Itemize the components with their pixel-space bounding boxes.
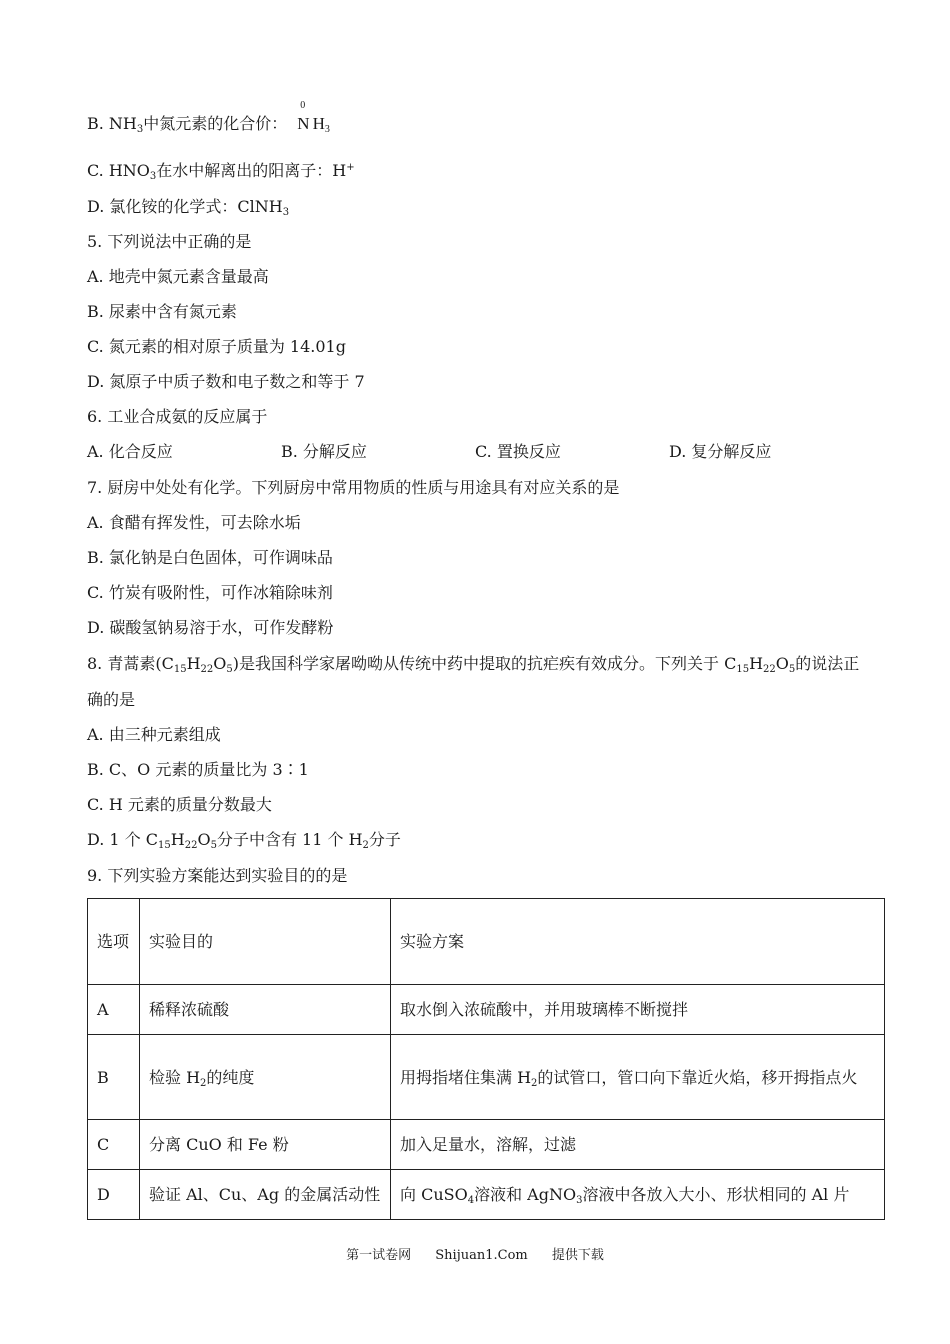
- text: C. HNO: [87, 161, 150, 180]
- subscript: 2: [200, 1077, 207, 1089]
- q6-option-a: A. 化合反应: [87, 442, 173, 461]
- text: 的说法正: [795, 654, 860, 673]
- table-row: [88, 1170, 885, 1220]
- text: 分子中含有 11 个 H: [216, 830, 363, 849]
- row-a-plan: 取水倒入浓硫酸中，并用玻璃棒不断搅拌: [391, 985, 885, 1035]
- subscript: 4: [467, 1195, 475, 1206]
- subscript: 15: [158, 840, 171, 851]
- option-c-hno3: [87, 161, 355, 181]
- q5-option-c: C. 氮元素的相对原子质量为 14.01g: [87, 337, 346, 356]
- row-b-option: B: [88, 1035, 140, 1120]
- subscript: 3: [282, 207, 290, 218]
- row-b-goal: [140, 1035, 391, 1120]
- q7-option-a: A. 食醋有挥发性，可去除水垢: [87, 513, 301, 532]
- subscript: 3: [324, 124, 330, 135]
- question-5: 5. 下列说法中正确的是: [87, 232, 252, 251]
- text: 溶液和 AgNO: [474, 1185, 577, 1204]
- q5-option-d: D. 氮原子中质子数和电子数之和等于 7: [87, 372, 365, 391]
- text: D. 1 个 C: [87, 830, 159, 849]
- subscript: 2: [362, 840, 369, 851]
- subscript: 3: [149, 171, 157, 182]
- table-row: [88, 1035, 885, 1120]
- row-b-plan: [391, 1035, 885, 1120]
- q7-option-d: D. 碳酸氢钠易溶于水，可作发酵粉: [87, 618, 334, 637]
- element-symbol: O: [213, 654, 227, 673]
- subscript: 2: [531, 1077, 538, 1089]
- header-plan: 实验方案: [391, 899, 885, 985]
- valence-mark: 0: [300, 100, 306, 111]
- text: 检验 H: [149, 1067, 201, 1087]
- q8-option-d: [87, 830, 401, 850]
- text: D. 氯化铵的化学式：ClNH: [87, 197, 283, 216]
- footer-domain: Shijuan1.Com: [435, 1248, 528, 1263]
- q7-option-c: C. 竹炭有吸附性，可作冰箱除味剂: [87, 583, 333, 602]
- text: 的纯度: [206, 1067, 255, 1087]
- subscript: 22: [200, 664, 214, 675]
- q8-option-a: A. 由三种元素组成: [87, 725, 221, 744]
- q8-option-c: C. H 元素的质量分数最大: [87, 795, 272, 814]
- element-symbol: N: [297, 114, 310, 133]
- question-7: 7. 厨房中处处有化学。下列厨房中常用物质的性质与用途具有对应关系的是: [87, 478, 620, 497]
- subscript: 22: [184, 840, 198, 851]
- element-symbol: O: [775, 654, 789, 673]
- row-c-goal: 分离 CuO 和 Fe 粉: [140, 1120, 391, 1170]
- question-6: 6. 工业合成氨的反应属于: [87, 407, 268, 426]
- text: 的试管口，管口向下靠近火焰，移开拇指点火: [537, 1067, 858, 1087]
- row-a-goal: 稀释浓硫酸: [140, 985, 391, 1035]
- option-d-clnh3: [87, 197, 289, 217]
- row-c-option: C: [88, 1120, 140, 1170]
- text: 溶液中各放入大小、形状相同的 Al 片: [582, 1185, 850, 1204]
- q5-option-b: B. 尿素中含有氮元素: [87, 302, 237, 321]
- subscript: 5: [788, 664, 796, 675]
- page-footer: [0, 1247, 950, 1265]
- text: ): [232, 654, 240, 673]
- q5-option-a: A. 地壳中氮元素含量最高: [87, 267, 269, 286]
- row-c-plan: 加入足量水，溶解，过滤: [391, 1120, 885, 1170]
- subscript: 3: [576, 1195, 583, 1206]
- row-a-option: A: [88, 985, 140, 1035]
- question-8-cont: 确的是: [87, 690, 136, 709]
- footer-site: 第一试卷网: [346, 1248, 412, 1263]
- element-symbol: H: [170, 830, 185, 849]
- question-9: 9. 下列实验方案能达到实验目的的是: [87, 866, 348, 885]
- subscript: 15: [173, 664, 187, 675]
- element-symbol: O: [197, 830, 211, 849]
- element-symbol: H: [186, 654, 201, 673]
- text: 8. 青蒿素(C: [87, 654, 174, 673]
- text: 中氮元素的化合价：: [143, 114, 288, 133]
- q6-option-c: C. 置换反应: [475, 442, 561, 461]
- question-8: [87, 654, 859, 674]
- q8-option-b: B. C、O 元素的质量比为 3∶1: [87, 760, 309, 779]
- valence-formula: [297, 100, 330, 135]
- option-b-nh3: [87, 100, 330, 135]
- header-option: [88, 899, 140, 985]
- q7-option-b: B. 氯化钠是白色固体，可作调味品: [87, 548, 333, 567]
- superscript: +: [346, 162, 355, 173]
- text: 用拇指堵住集满 H: [400, 1067, 532, 1087]
- subscript: 3: [136, 124, 144, 135]
- row-d-option: D: [88, 1170, 140, 1220]
- experiment-table: [87, 898, 885, 1220]
- q6-option-b: B. 分解反应: [281, 442, 367, 461]
- table-row: [88, 1120, 885, 1170]
- subscript: 5: [210, 840, 217, 851]
- q6-option-d: D. 复分解反应: [669, 442, 772, 461]
- header-goal: 实验目的: [140, 899, 391, 985]
- subscript: 5: [226, 664, 233, 675]
- element-symbol: H: [749, 654, 764, 673]
- subscript: 22: [763, 664, 776, 675]
- element-symbol: H: [312, 114, 325, 133]
- header-option-text: 选项: [97, 931, 130, 951]
- subscript: 15: [736, 664, 750, 675]
- text: 在水中解离出的阳离子：H: [156, 161, 347, 180]
- text: 是我国科学家屠呦呦从传统中药中提取的抗疟疾有效成分。下列关于 C: [239, 654, 737, 673]
- row-d-plan: [391, 1170, 885, 1220]
- row-d-goal: 验证 Al、Cu、Ag 的金属活动性: [140, 1170, 391, 1220]
- text: 分子: [368, 830, 401, 849]
- footer-action: 提供下载: [551, 1248, 604, 1263]
- text: B. NH: [87, 114, 137, 133]
- table-row: [88, 985, 885, 1035]
- table-header-row: [88, 899, 885, 985]
- text: 向 CuSO: [400, 1185, 468, 1204]
